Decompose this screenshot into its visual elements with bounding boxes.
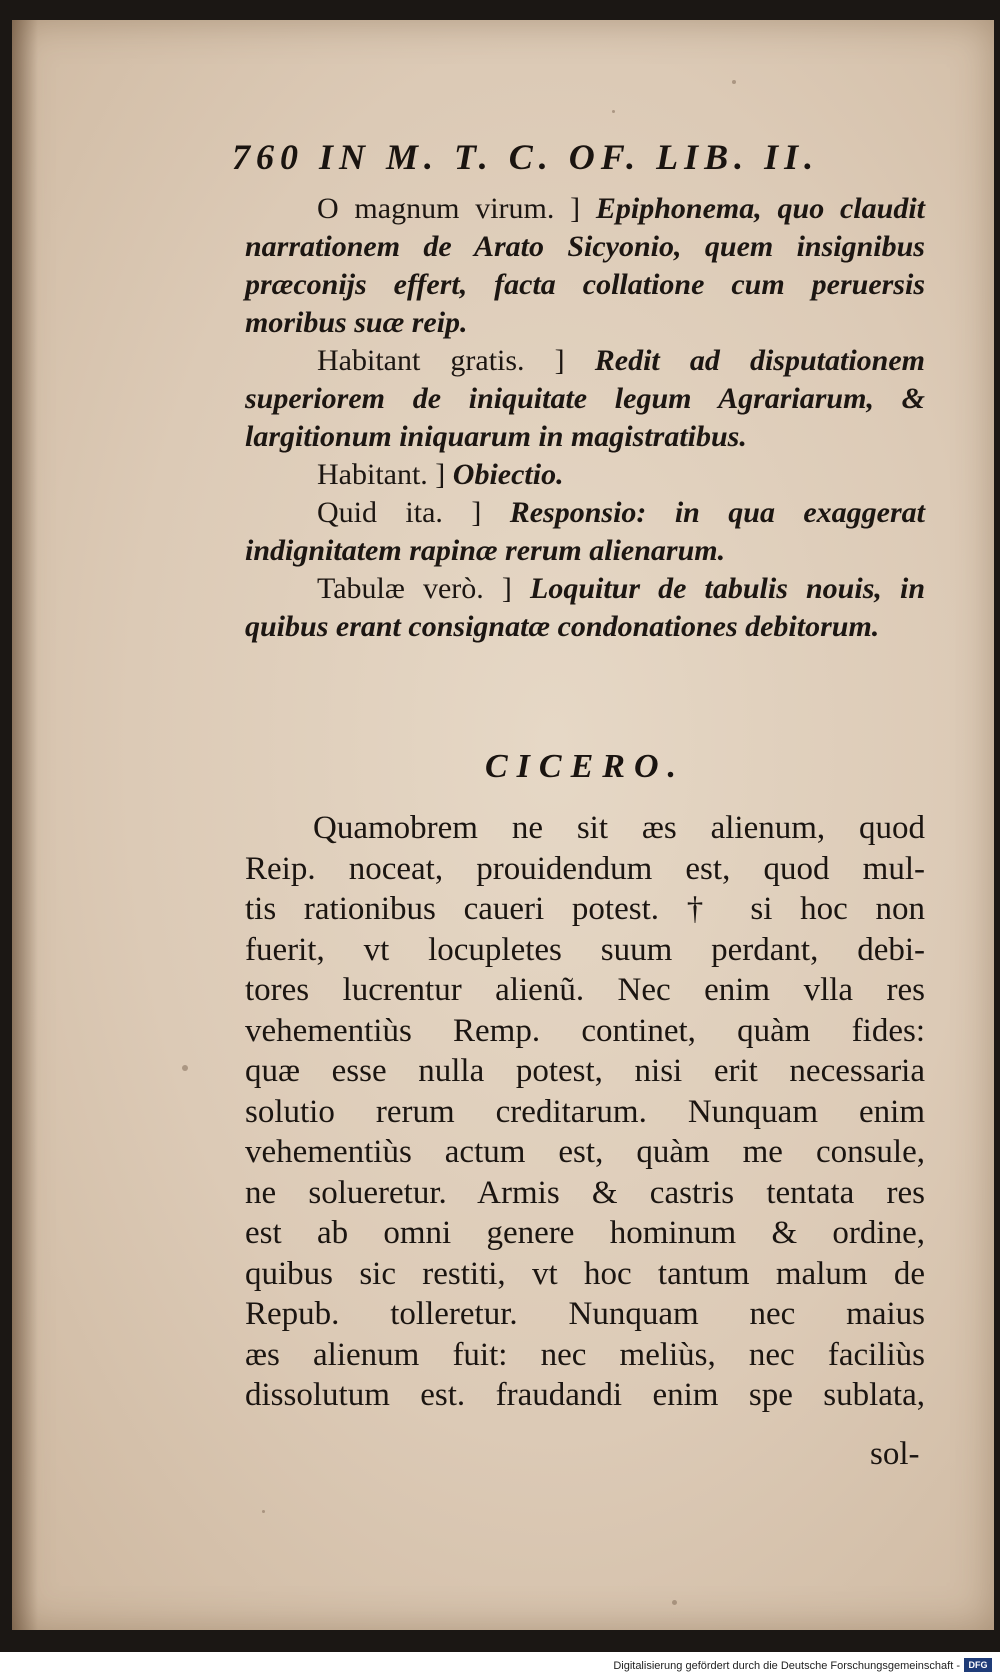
funding-credit: Digitalisierung gefördert durch die Deutsche Forschungsgemeinschaft - — [613, 1660, 960, 1672]
commentary-block — [245, 190, 925, 646]
commentary-gloss: Loquitur de tabulis nouis, in quibus erant consignatæ condonationes debitorum. — [245, 572, 925, 643]
commentary-gloss: Redit ad disputationem superiorem de iniquitate legum Agrariarum, & largitionum iniquarum in magistratibus. — [245, 344, 925, 453]
commentary-entry — [245, 190, 925, 342]
text-line: dissolutum est. fraudandi enim spe sublata, — [245, 1377, 925, 1413]
main-text-block — [245, 808, 925, 1416]
text-line: Quamobrem ne sit æs alienum, quod — [313, 810, 925, 846]
section-heading: CICERO. — [485, 748, 685, 785]
text-line: fuerit, vt locupletes suum perdant, debi- — [245, 931, 925, 968]
text-line: quæ esse nulla potest, nisi erit necessaria — [245, 1053, 925, 1089]
paper-fleck — [262, 1510, 265, 1513]
text-line: tores lucrentur alienũ. Nec enim vlla res — [245, 972, 925, 1008]
commentary-lemma: O magnum virum. ] — [317, 192, 581, 225]
text-line: solutio rerum creditarum. Nunquam enim — [245, 1093, 925, 1130]
commentary-entry — [245, 342, 925, 456]
text-line: est ab omni genere hominum & ordine, — [245, 1215, 925, 1251]
commentary-entry — [245, 456, 925, 494]
commentary-lemma: Habitant gratis. ] — [317, 344, 565, 377]
paper-fleck — [732, 80, 736, 84]
paper-fleck — [182, 1065, 188, 1071]
text-line: Reip. noceat, prouidendum est, quod mul- — [245, 850, 925, 887]
text-line: æs alienum fuit: nec meliùs, nec faciliùs — [245, 1336, 925, 1373]
text-line: quibus sic restiti, vt hoc tantum malum de — [245, 1255, 925, 1292]
text-line: vehementiùs actum est, quàm me consule, — [245, 1134, 925, 1170]
dfg-logo: DFG — [964, 1658, 992, 1672]
commentary-lemma: Quid ita. ] — [317, 496, 482, 529]
commentary-entry — [245, 494, 925, 570]
paper-fleck — [612, 110, 615, 113]
text-line: ne solueretur. Armis & castris tentata res — [245, 1174, 925, 1211]
catchword: sol- — [870, 1436, 920, 1472]
running-head: 760 IN M. T. C. OF. LIB. II. — [232, 137, 820, 177]
text-line: tis rationibus caueri potest. † si hoc non — [245, 891, 925, 927]
commentary-gloss: Epiphonema, quo claudit narrationem de Arato Sicyonio, quem insignibus præconijs effert, facta collatione cum peruersis moribus suæ reip. — [245, 192, 925, 339]
commentary-lemma: Habitant. ] — [317, 458, 446, 491]
commentary-gloss: Obiectio. — [445, 458, 564, 491]
text-line: vehementiùs Remp. continet, quàm fides: — [245, 1012, 925, 1049]
commentary-gloss: Responsio: in qua exaggerat indignitatem rapinæ rerum alienarum. — [245, 496, 925, 567]
paper-fleck — [672, 1600, 677, 1605]
text-line: Repub. tolleretur. Nunquam nec maius — [245, 1296, 925, 1332]
commentary-lemma: Tabulæ verò. ] — [317, 572, 512, 605]
commentary-entry — [245, 570, 925, 646]
